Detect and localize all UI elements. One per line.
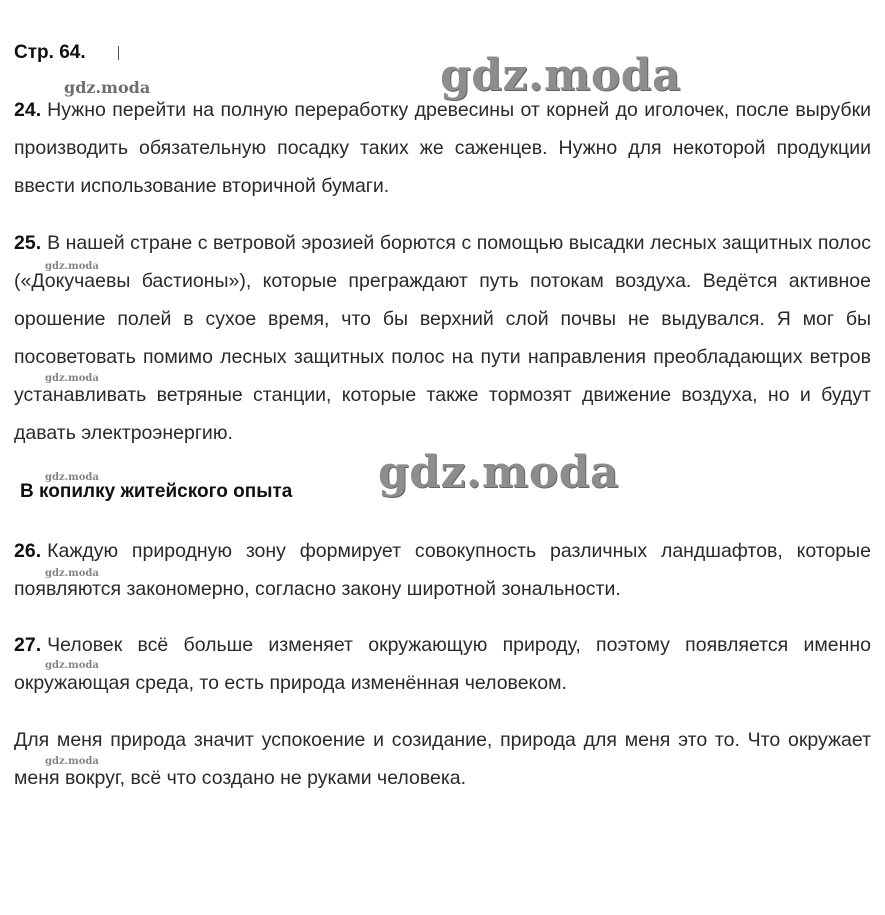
watermark-small: gdz.moda	[45, 261, 99, 272]
closing-paragraph: Для меня природа значит успокоение и созидание, природа для меня это то. Что окружает меня вокруг, всё что создано не руками человека.	[14, 729, 871, 789]
answer-number: 27.	[14, 634, 42, 656]
answer-24	[14, 91, 871, 205]
watermark-small: gdz.moda	[45, 756, 99, 767]
answer-text: Человек всё больше изменяет окружающую природу, поэтому появляется именно окружающая среда, то есть природа изменённая человеком.	[14, 634, 871, 694]
watermark-medium: gdz.moda	[64, 78, 151, 97]
answer-number: 26.	[14, 540, 42, 562]
watermark-small: gdz.moda	[45, 568, 99, 579]
watermark-small: gdz.moda	[45, 373, 99, 384]
answer-number: 24.	[14, 99, 42, 121]
answer-26	[14, 532, 871, 608]
watermark-small: gdz.moda	[45, 660, 99, 671]
answer-text: Каждую природную зону формирует совокупность различных ландшафтов, которые появляются закономерно, согласно закону широтной зональности.	[14, 540, 871, 600]
page-reference: Стр. 64.	[14, 42, 86, 63]
answer-number: 25.	[14, 232, 42, 254]
answer-text: В нашей стране с ветровой эрозией борются с помощью высадки лесных защитных полос («Докучаевы бастионы»), которые преграждают путь потокам воздуха. Ведётся активное орошение полей в сухое время, что бы верхний слой почвы не выдувался. Я мог бы посоветовать помимо лесных защитных полос на пути направления преобладающих ветров устанавливать ветряные станции, которые также тормозят движение воздуха, но и будут давать электроэнергию.	[14, 232, 871, 444]
answer-text: Нужно перейти на полную переработку древесины от корней до иголочек, после вырубки производить обязательную посадку таких же саженцев. Нужно для некоторой продукции ввести использование вторичной бумаги.	[14, 99, 871, 197]
answer-27	[14, 626, 871, 702]
cursor-mark	[118, 46, 119, 60]
watermark-small: gdz.moda	[45, 472, 99, 483]
section-heading: В копилку житейского опыта	[20, 481, 293, 502]
answer-25	[14, 224, 871, 452]
watermark-large: gdz.moda	[378, 447, 620, 498]
watermark-large: gdz.moda	[440, 50, 682, 101]
